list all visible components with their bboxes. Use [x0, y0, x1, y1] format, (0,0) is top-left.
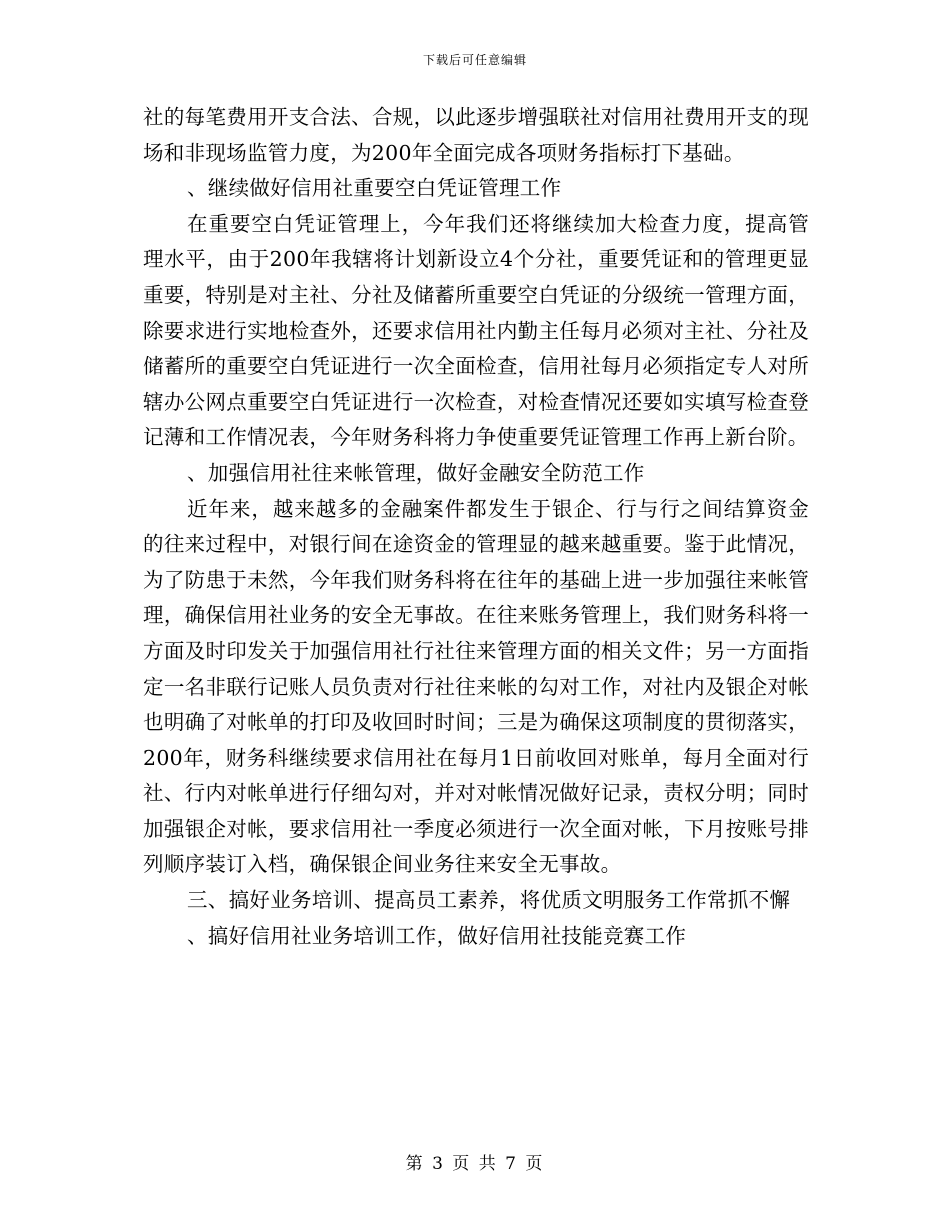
section-heading-blank-vouchers: 、继续做好信用社重要空白凭证管理工作 [187, 176, 562, 201]
paragraph-continuation: 社的每笔费用开支合法、合规，以此逐步增强联社对信用社费用开支的现场和非现场监管力度，为200年全面完成各项财务指标打下基础。 [143, 105, 809, 165]
paragraph-interbank-accounts: 近年来，越来越多的金融案件都发生于银企、行与行之间结算资金的往来过程中，对银行间在途资金的管理显的越来越重要。鉴于此情况，为了防患于未然，今年我们财务科将在往年的基础上进一步加强往来帐管理，确保信用社业务的安全无事故。在往来账务管理上，我们财务科将一方面及时印发关于加强信用社行社往来管理方面的相关文件；另一方面指定一名非联行记账人员负责对行社往来帐的勾对工作，对社内及银企对帐也明确了对帐单的打印及收回时时间；三是为确保这项制度的贯彻落实，200年，财务科继续要求信用社在每月1日前收回对账单，每月全面对行社、行内对帐单进行仔细勾对，并对对帐情况做好记录，责权分明；同时加强银企对帐，要求信用社一季度必须进行一次全面对帐，下月按账号排列顺序装订入档，确保银企间业务往来安全无事故。 [143, 496, 809, 877]
page-header: 下载后可任意编辑 [422, 53, 527, 67]
document-body [143, 100, 809, 954]
section-heading-training: 三、搞好业务培训、提高员工素养，将优质文明服务工作常抓不懈 [187, 888, 791, 913]
section-heading-interbank-accounts: 、加强信用社往来帐管理，做好金融安全防范工作 [187, 460, 645, 485]
page-footer: 第 3 页 共 7 页 [405, 1154, 545, 1174]
paragraph-blank-vouchers: 在重要空白凭证管理上，今年我们还将继续加大检查力度，提高管理水平，由于200年我辖将计划新设立4个分社，重要凭证和的管理更显重要，特别是对主社、分社及储蓄所重要空白凭证的分级统一管理方面，除要求进行实地检查外，还要求信用社内勤主任每月必须对主社、分社及储蓄所的重要空白凭证进行一次全面检查，信用社每月必须指定专人对所辖办公网点重要空白凭证进行一次检查，对检查情况还要如实填写检查登记薄和工作情况表，今年财务科将力争使重要凭证管理工作再上新台阶。 [143, 211, 809, 450]
section-heading-business-training: 、搞好信用社业务培训工作，做好信用社技能竞赛工作 [187, 923, 687, 948]
